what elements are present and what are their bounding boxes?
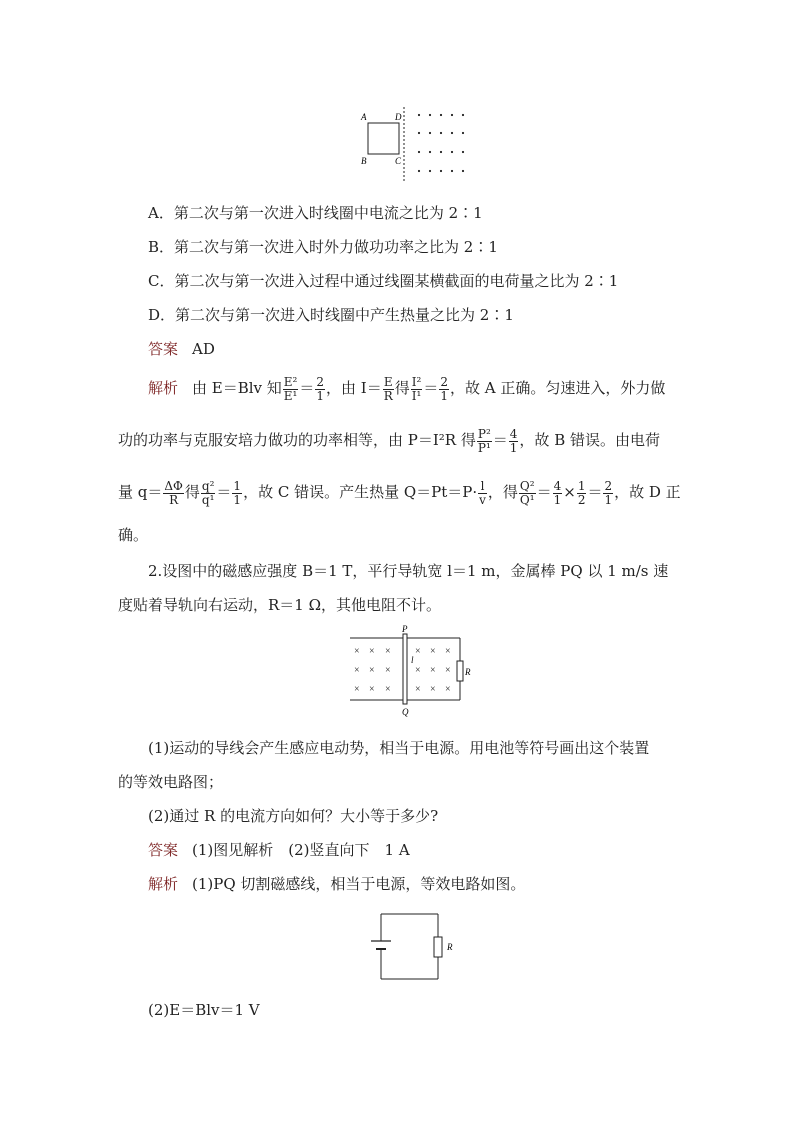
fraction-q: $\frac{\text{q²}}{\text{q¹}}$ xyxy=(201,478,215,507)
q1-analysis-line-4: 确。 xyxy=(118,526,149,544)
analysis-text: ，得 xyxy=(487,483,518,501)
q2-sub1-line-2: 的等效电路图； xyxy=(118,773,224,791)
rod-PQ xyxy=(403,634,407,704)
svg-text:×: × xyxy=(430,684,436,695)
svg-text:×: × xyxy=(385,646,391,657)
svg-text:×: × xyxy=(415,665,421,676)
analysis-text: ，故 D 正 xyxy=(614,483,681,501)
svg-text:×: × xyxy=(369,684,375,695)
svg-text:×: × xyxy=(445,646,451,657)
q1-analysis-line-1: 解析 由 E＝Blv 知 $\frac{\text{E²}}{\text{E¹}}$ ＝ $\frac{2}{1}$ ，由 I＝ $\frac{E}{R}$ 得 $\frac{\text{I²}}{\text{I¹}}$ ＝ $\frac{2}{1}$ ，故 A 正确。匀速进入，外力做 xyxy=(148,374,666,403)
option-a: A．第二次与第一次进入时线圈中电流之比为 2∶1 xyxy=(148,204,483,222)
svg-text:×: × xyxy=(415,684,421,695)
resistor-R xyxy=(457,661,463,681)
answer-value: AD xyxy=(192,340,215,358)
fraction-4-1: $\frac{4}{1}$ xyxy=(509,426,518,455)
fraction-4-1: $\frac{4}{1}$ xyxy=(553,478,562,507)
option-c: C．第二次与第一次进入过程中通过线圈某横截面的电荷量之比为 2∶1 xyxy=(148,272,619,290)
svg-text:×: × xyxy=(430,646,436,657)
option-b: B．第二次与第一次进入时外力做功功率之比为 2∶1 xyxy=(148,238,498,256)
option-d: D．第二次与第一次进入时线圈中产生热量之比为 2∶1 xyxy=(148,306,514,324)
coil-square xyxy=(368,123,399,154)
analysis-text: 量 q＝ xyxy=(118,483,163,501)
analysis-text: 功的功率与克服安培力做功的功率相等，由 P＝I²R 得 xyxy=(118,431,476,449)
label-P: P xyxy=(402,625,408,634)
analysis-tag: 解析 xyxy=(148,379,179,397)
fraction-2-1: $\frac{2}{1}$ xyxy=(440,374,449,403)
answer-tag: 答案 xyxy=(148,340,179,358)
analysis-text: 由 E＝Blv 知 xyxy=(192,379,282,397)
fraction-P: $\frac{\text{P²}}{\text{P¹}}$ xyxy=(477,426,491,455)
fraction-l-v: $\frac{l}{v}$ xyxy=(479,478,486,507)
analysis-text: ，故 B 错误。由电荷 xyxy=(519,431,660,449)
q2-sub2: (2)通过 R 的电流方向如何？大小等于多少? xyxy=(148,807,439,825)
svg-text:×: × xyxy=(445,684,451,695)
label-l: l xyxy=(411,655,414,665)
field-dots xyxy=(418,114,464,172)
q1-analysis-line-2: 功的功率与克服安培力做功的功率相等，由 P＝I²R 得 $\frac{\text{P²}}{\text{P¹}}$ ＝ $\frac{4}{1}$ ，故 B 错误。由电荷 xyxy=(118,426,660,455)
answer-value: (1)图见解析 (2)竖直向下 1 A xyxy=(192,841,410,859)
analysis-text: 得 xyxy=(184,483,200,501)
fraction-1-2: $\frac{1}{2}$ xyxy=(577,478,586,507)
q1-answer xyxy=(148,338,215,360)
answer-tag: 答案 xyxy=(148,841,179,859)
svg-text:×: × xyxy=(415,646,421,657)
fraction-2-1: $\frac{2}{1}$ xyxy=(604,478,613,507)
svg-text:×: × xyxy=(354,684,360,695)
q2-stem-line-2: 度贴着导轨向右运动，R＝1 Ω，其他电阻不计。 xyxy=(118,596,442,614)
label-Q: Q xyxy=(402,707,409,717)
fraction-dphi-R: $\frac{\Delta\Phi}{R}$ xyxy=(164,478,183,507)
label-A: A xyxy=(361,112,367,122)
q2-answer xyxy=(148,839,410,861)
svg-text:×: × xyxy=(385,665,391,676)
fraction-I: $\frac{\text{I²}}{\text{I¹}}$ xyxy=(411,374,422,403)
svg-text:×: × xyxy=(369,646,375,657)
analysis-text: ，由 I＝ xyxy=(326,379,382,397)
figure-rails-rod xyxy=(345,625,475,720)
field-crosses xyxy=(354,646,451,695)
circuit-resistor xyxy=(434,937,442,957)
svg-text:×: × xyxy=(354,646,360,657)
label-C: C xyxy=(395,156,402,166)
q2-analysis-2: (2)E＝Blv＝1 V xyxy=(148,1001,260,1019)
figure-coil-field xyxy=(355,105,475,185)
fraction-E-R: $\frac{E}{R}$ xyxy=(383,374,393,403)
q2-stem-line-1: 2.设图中的磁感应强度 B＝1 T，平行导轨宽 l＝1 m，金属棒 PQ 以 1 m/s 速 xyxy=(148,562,669,580)
label-B: B xyxy=(361,156,367,166)
svg-text:×: × xyxy=(354,665,360,676)
svg-text:×: × xyxy=(430,665,436,676)
fraction-Q: $\frac{\text{Q²}}{\text{Q¹}}$ xyxy=(519,478,535,507)
resistor-label: R xyxy=(465,667,471,677)
svg-text:×: × xyxy=(385,684,391,695)
figure-equivalent-circuit xyxy=(365,908,465,988)
analysis-text: 得 xyxy=(394,379,410,397)
fraction-2-1: $\frac{2}{1}$ xyxy=(316,374,325,403)
fraction-1-1: $\frac{1}{1}$ xyxy=(233,478,242,507)
analysis-text: (1)PQ 切割磁感线，相当于电源，等效电路如图。 xyxy=(192,875,526,893)
circuit-resistor-label: R xyxy=(447,942,453,952)
q2-sub1-line-1: (1)运动的导线会产生感应电动势，相当于电源。用电池等符号画出这个装置 xyxy=(148,739,650,757)
q2-analysis-1 xyxy=(148,873,525,895)
q1-analysis-line-3: 量 q＝ $\frac{\Delta\Phi}{R}$ 得 $\frac{\text{q²}}{\text{q¹}}$ ＝ $\frac{1}{1}$ ，故 C 错误。产生热量 Q＝Pt＝P· $\frac{l}{v}$ ，得 $\frac{\text{Q²}}{\text{Q¹}}$ ＝ $\frac{4}{1}$ × $\frac{1}{2}$ ＝ $\frac{2}{1}$ ，故 D 正 xyxy=(118,478,681,507)
analysis-text: ，故 C 错误。产生热量 Q＝Pt＝P· xyxy=(243,483,478,501)
svg-text:×: × xyxy=(369,665,375,676)
svg-text:×: × xyxy=(445,665,451,676)
analysis-text: ，故 A 正确。匀速进入，外力做 xyxy=(450,379,666,397)
analysis-tag: 解析 xyxy=(148,875,179,893)
fraction-E: $\frac{\text{E²}}{\text{E¹}}$ xyxy=(283,374,298,403)
label-D: D xyxy=(395,112,402,122)
